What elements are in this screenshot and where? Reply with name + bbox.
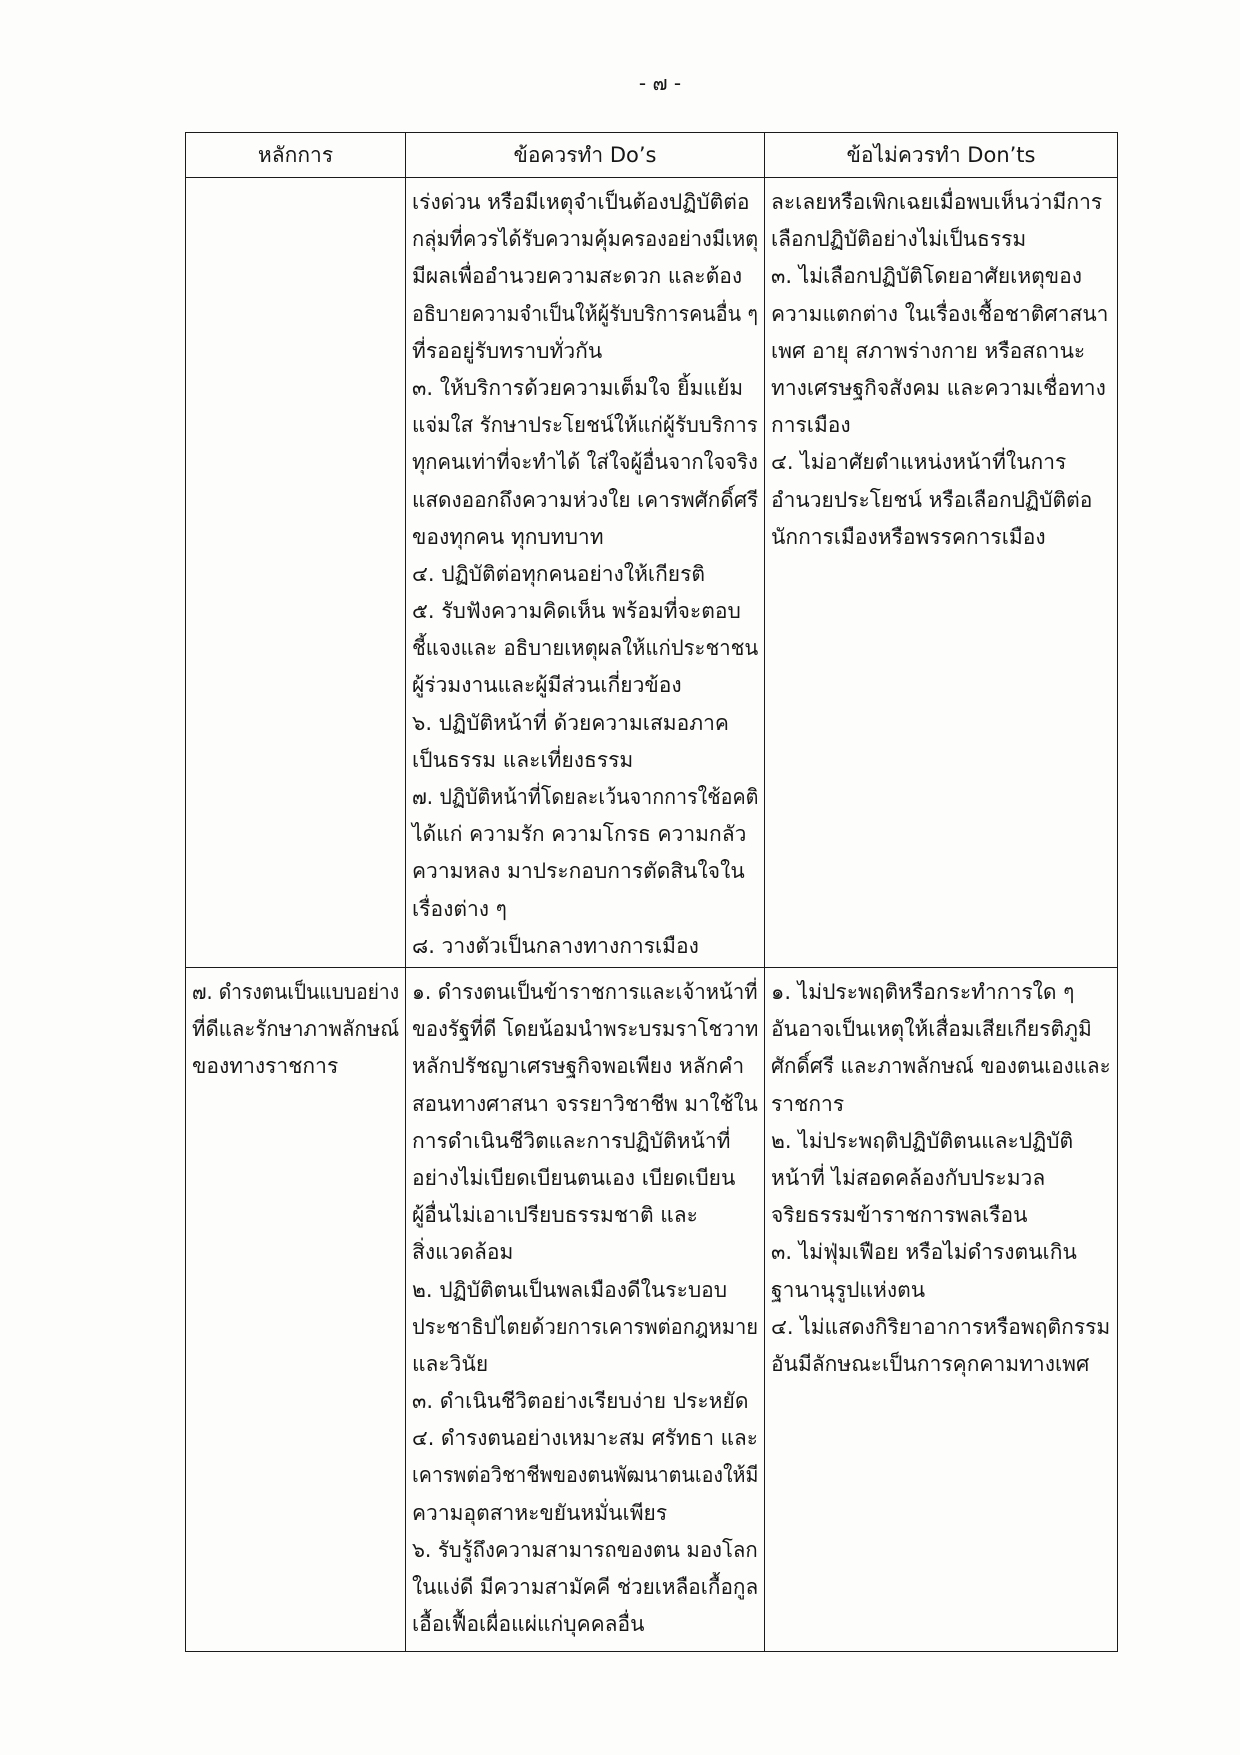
table-row [186,968,1118,1652]
dos-line: ความอุตสาหะขยันหมั่นเพียร [412,1500,668,1525]
principle-cell-content [186,968,405,1651]
dos-line: ๘. วางตัวเป็นกลางทางการเมือง [412,933,699,958]
table-row [186,178,1118,968]
dos-line: อย่างไม่เบียดเบียนตนเอง เบียดเบียน [412,1165,736,1190]
donts-line: ทางเศรษฐกิจสังคม และความเชื่อทาง [771,375,1106,400]
donts-line: ศักดิ์ศรี และภาพลักษณ์ ของตนเองและ [771,1054,1111,1079]
donts-line: ๒. ไม่ประพฤติปฏิบัติตนและปฏิบัติ [771,1128,1074,1153]
donts-cell [765,968,1118,1652]
dos-line: ความหลง มาประกอบการตัดสินใจใน [412,859,745,884]
page-number: - ๗ - [638,71,682,95]
donts-line: นักการเมืองหรือพรรคการเมือง [771,524,1046,549]
donts-line: ราชการ [771,1091,845,1116]
dos-line: ทุกคนเท่าที่จะทำได้ ใส่ใจผู้อื่นจากใจจริง [412,450,758,475]
dos-line: เร่งด่วน หรือมีเหตุจำเป็นต้องปฏิบัติต่อ [412,190,750,214]
dos-line: ของทุกคน ทุกบทบาท [412,524,604,549]
donts-cell-content [765,178,1117,967]
principle-cell-content [186,178,405,967]
dos-cell [406,968,765,1652]
donts-line: ๓. ไม่ฟุ่มเฟือย หรือไม่ดำรงตนเกิน [771,1240,1077,1265]
header-principle [186,133,406,178]
dos-cell-content [406,968,764,1651]
donts-line: เลือกปฏิบัติอย่างไม่เป็นธรรม [771,227,1027,252]
donts-line: ฐานานุรูปแห่งตน [771,1277,926,1302]
header-dos [406,133,765,178]
dos-line: แจ่มใส รักษาประโยชน์ให้แก่ผู้รับบริการ [412,413,758,438]
header-donts-label: ข้อไม่ควรทำ Don’ts [846,143,1036,167]
dos-line: ที่รออยู่รับทราบทั่วกัน [412,338,603,363]
dos-line: ผู้อื่นไม่เอาเปรียบธรรมชาติ และ [412,1203,698,1228]
dos-line: ๔. ดำรงตนอย่างเหมาะสม ศรัทธา และ [412,1426,758,1451]
donts-line: การเมือง [771,413,851,438]
principle-line: ของทางราชการ [192,1054,339,1079]
dos-line: สอนทางศาสนา จรรยาวิชาชีพ มาใช้ใน [412,1091,758,1116]
dos-line: ของรัฐที่ดี โดยน้อมนำพระบรมราโชวาท [412,1017,759,1042]
dos-line: ๓. ให้บริการด้วยความเต็มใจ ยิ้มแย้ม [412,375,744,400]
donts-line: อันอาจเป็นเหตุให้เสื่อมเสียเกียรติภูมิ [771,1017,1092,1042]
donts-line: อำนวยประโยชน์ หรือเลือกปฏิบัติต่อ [771,487,1093,512]
dos-line: ๖. รับรู้ถึงความสามารถของตน มองโลก [412,1537,758,1562]
dos-line: กลุ่มที่ควรได้รับความคุ้มครองอย่างมีเหตุ [412,227,759,252]
dos-line: และวินัย [412,1351,489,1376]
dos-line: อธิบายความจำเป็นให้ผู้รับบริการคนอื่น ๆ [412,301,759,326]
dos-line: เอื้อเฟื้อเผื่อแผ่แก่บุคคลอื่น [412,1612,645,1637]
dos-line: มีผลเพื่ออำนวยความสะดวก และต้อง [412,264,743,289]
ethics-table [185,132,1118,1652]
dos-cell-content [406,178,764,967]
donts-line: อันมีลักษณะเป็นการคุกคามทางเพศ [771,1351,1090,1376]
dos-line: เรื่องต่าง ๆ [412,896,507,921]
donts-line: จริยธรรมข้าราชการพลเรือน [771,1203,1028,1228]
dos-cell [406,178,765,968]
dos-line: ๒. ปฏิบัติตนเป็นพลเมืองดีในระบอบ [412,1277,728,1302]
dos-line: ประชาธิปไตยด้วยการเคารพต่อกฎหมาย [412,1314,759,1339]
donts-cell-content [765,968,1117,1651]
donts-line: ๑. ไม่ประพฤติหรือกระทำการใด ๆ [771,980,1075,1004]
principle-line: ๗. ดำรงตนเป็นแบบอย่าง [192,980,400,1004]
header-dos-label: ข้อควรทำ Do’s [513,143,657,167]
donts-line: ๔. ไม่แสดงกิริยาอาการหรือพฤติกรรม [771,1314,1111,1339]
donts-line: ๓. ไม่เลือกปฏิบัติโดยอาศัยเหตุของ [771,264,1083,289]
table-header-row [186,133,1118,178]
principle-cell [186,968,406,1652]
donts-line: เพศ อายุ สภาพร่างกาย หรือสถานะ [771,338,1086,363]
dos-line: ผู้ร่วมงานและผู้มีส่วนเกี่ยวข้อง [412,673,682,698]
principle-line: ที่ดีและรักษาภาพลักษณ์ [192,1017,400,1042]
header-donts [765,133,1118,178]
dos-line: ๗. ปฏิบัติหน้าที่โดยละเว้นจากการใช้อคติ [412,785,759,809]
donts-line: ความแตกต่าง ในเรื่องเชื้อชาติศาสนา [771,301,1109,326]
donts-line: หน้าที่ ไม่สอดคล้องกับประมวล [771,1165,1046,1190]
header-principle-label: หลักการ [257,143,334,167]
dos-line: ๓. ดำเนินชีวิตอย่างเรียบง่าย ประหยัด [412,1389,749,1414]
dos-line: ๕. รับฟังความคิดเห็น พร้อมที่จะตอบ [412,599,741,624]
donts-cell [765,178,1118,968]
dos-line: เป็นธรรม และเที่ยงธรรม [412,747,634,772]
dos-line: สิ่งแวดล้อม [412,1240,514,1265]
donts-line: ละเลยหรือเพิกเฉยเมื่อพบเห็นว่ามีการ [771,190,1103,214]
principle-cell [186,178,406,968]
dos-line: ๔. ปฏิบัติต่อทุกคนอย่างให้เกียรติ [412,561,706,586]
dos-line: ได้แก่ ความรัก ความโกรธ ความกลัว [412,822,747,847]
dos-line: การดำเนินชีวิตและการปฏิบัติหน้าที่ [412,1128,731,1153]
dos-line: ชี้แจงและ อธิบายเหตุผลให้แก่ประชาชน [412,636,759,661]
dos-line: เคารพต่อวิชาชีพของตนพัฒนาตนเองให้มี [412,1463,759,1488]
dos-line: ๑. ดำรงตนเป็นข้าราชการและเจ้าหน้าที่ [412,980,758,1004]
dos-line: ๖. ปฏิบัติหน้าที่ ด้วยความเสมอภาค [412,710,729,735]
dos-line: แสดงออกถึงความห่วงใย เคารพศักดิ์ศรี [412,487,759,512]
donts-line: ๔. ไม่อาศัยตำแหน่งหน้าที่ในการ [771,450,1067,475]
dos-line: ในแง่ดี มีความสามัคคี ช่วยเหลือเกื้อกูล [412,1575,759,1599]
dos-line: หลักปรัชญาเศรษฐกิจพอเพียง หลักคำ [412,1054,745,1079]
